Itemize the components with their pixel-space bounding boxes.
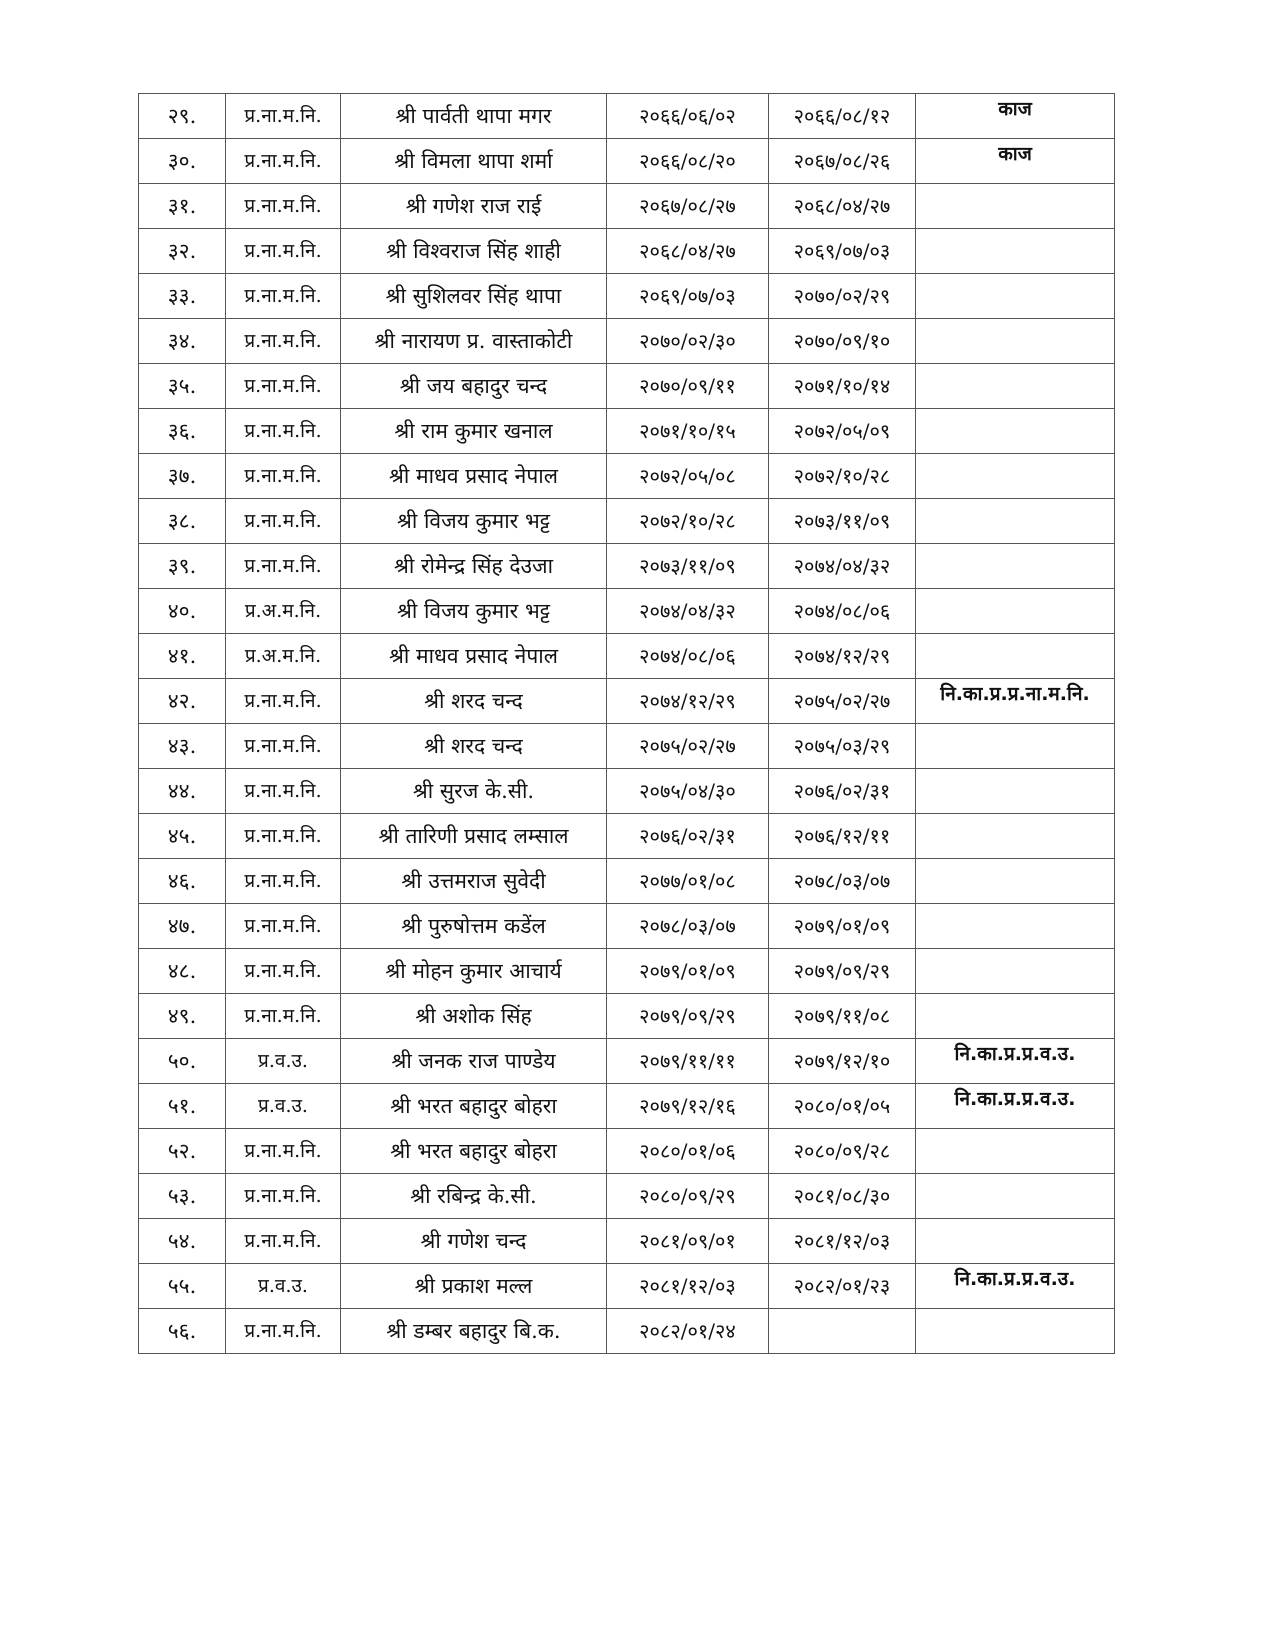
officer-name-cell: श्री नारायण प्र. वास्ताकोटी: [341, 319, 607, 364]
officer-name-cell: श्री विजय कुमार भट्ट: [341, 499, 607, 544]
remark-cell: [916, 1219, 1115, 1264]
table-row: [139, 94, 1115, 139]
remark-cell: [916, 1309, 1115, 1354]
officer-name-cell: श्री विजय कुमार भट्ट: [341, 589, 607, 634]
serial-number-cell: ४९.: [139, 994, 226, 1039]
end-date-cell: २०८१/१२/०३: [769, 1219, 916, 1264]
start-date-cell: २०६८/०४/२७: [607, 229, 769, 274]
table-row: [139, 544, 1115, 589]
remark-cell: [916, 229, 1115, 274]
remark-cell: [916, 409, 1115, 454]
post-cell: प्र.ना.म.नि.: [226, 1129, 341, 1174]
table-row: [139, 949, 1115, 994]
officer-name-cell: श्री मोहन कुमार आचार्य: [341, 949, 607, 994]
end-date-cell: २०८१/०८/३०: [769, 1174, 916, 1219]
end-date-cell: २०६७/०८/२६: [769, 139, 916, 184]
table-row: [139, 1084, 1115, 1129]
start-date-cell: २०७४/१२/२९: [607, 679, 769, 724]
remark-cell: [916, 499, 1115, 544]
serial-number-cell: ३५.: [139, 364, 226, 409]
start-date-cell: २०७५/०४/३०: [607, 769, 769, 814]
remark-cell: [916, 589, 1115, 634]
end-date-cell: २०६६/०८/१२: [769, 94, 916, 139]
table-row: [139, 724, 1115, 769]
post-cell: प्र.व.उ.: [226, 1264, 341, 1309]
end-date-cell: २०७०/०९/१०: [769, 319, 916, 364]
post-cell: प्र.ना.म.नि.: [226, 499, 341, 544]
table-row: [139, 364, 1115, 409]
table-row: [139, 319, 1115, 364]
officer-name-cell: श्री सुरज के.सी.: [341, 769, 607, 814]
post-cell: प्र.ना.म.नि.: [226, 94, 341, 139]
post-cell: प्र.ना.म.नि.: [226, 409, 341, 454]
end-date-cell: २०७९/०९/२९: [769, 949, 916, 994]
serial-number-cell: ३३.: [139, 274, 226, 319]
table-row: [139, 1174, 1115, 1219]
serial-number-cell: ४०.: [139, 589, 226, 634]
officer-name-cell: श्री विश्वराज सिंह शाही: [341, 229, 607, 274]
post-cell: प्र.ना.म.नि.: [226, 724, 341, 769]
end-date-cell: २०७४/०८/०६: [769, 589, 916, 634]
post-cell: प्र.व.उ.: [226, 1039, 341, 1084]
post-cell: प्र.ना.म.नि.: [226, 994, 341, 1039]
start-date-cell: २०८१/१२/०३: [607, 1264, 769, 1309]
table-row: [139, 229, 1115, 274]
officer-name-cell: श्री रबिन्द्र के.सी.: [341, 1174, 607, 1219]
post-cell: प्र.ना.म.नि.: [226, 1309, 341, 1354]
start-date-cell: २०७३/११/०९: [607, 544, 769, 589]
serial-number-cell: ५०.: [139, 1039, 226, 1084]
table-row: [139, 1219, 1115, 1264]
table-row: [139, 184, 1115, 229]
post-cell: प्र.अ.म.नि.: [226, 634, 341, 679]
officer-name-cell: श्री जय बहादुर चन्द: [341, 364, 607, 409]
start-date-cell: २०८२/०१/२४: [607, 1309, 769, 1354]
remark-cell: [916, 544, 1115, 589]
start-date-cell: २०७९/११/११: [607, 1039, 769, 1084]
officer-name-cell: श्री शरद चन्द: [341, 679, 607, 724]
end-date-cell: २०७४/०४/३२: [769, 544, 916, 589]
post-cell: प्र.ना.म.नि.: [226, 859, 341, 904]
serial-number-cell: ४१.: [139, 634, 226, 679]
post-cell: प्र.ना.म.नि.: [226, 274, 341, 319]
remark-cell: [916, 454, 1115, 499]
officer-name-cell: श्री जनक राज पाण्डेय: [341, 1039, 607, 1084]
end-date-cell: २०७९/०१/०९: [769, 904, 916, 949]
remark-cell: [916, 949, 1115, 994]
officer-name-cell: श्री उत्तमराज सुवेदी: [341, 859, 607, 904]
table-row: [139, 769, 1115, 814]
table-row: [139, 994, 1115, 1039]
officer-name-cell: श्री डम्बर बहादुर बि.क.: [341, 1309, 607, 1354]
end-date-cell: [769, 1309, 916, 1354]
end-date-cell: २०८०/०१/०५: [769, 1084, 916, 1129]
start-date-cell: २०७९/०९/२९: [607, 994, 769, 1039]
post-cell: प्र.ना.म.नि.: [226, 1174, 341, 1219]
end-date-cell: २०७५/०२/२७: [769, 679, 916, 724]
remark-cell: नि.का.प्र.प्र.व.उ.: [916, 1084, 1115, 1129]
start-date-cell: २०६६/०८/२०: [607, 139, 769, 184]
remark-cell: [916, 814, 1115, 859]
end-date-cell: २०७१/१०/१४: [769, 364, 916, 409]
table-row: [139, 409, 1115, 454]
remark-cell: [916, 274, 1115, 319]
serial-number-cell: ५५.: [139, 1264, 226, 1309]
remark-cell: नि.का.प्र.प्र.व.उ.: [916, 1039, 1115, 1084]
start-date-cell: २०७२/०५/०८: [607, 454, 769, 499]
serial-number-cell: ३४.: [139, 319, 226, 364]
start-date-cell: २०६९/०७/०३: [607, 274, 769, 319]
officer-name-cell: श्री प्रकाश मल्ल: [341, 1264, 607, 1309]
table-row: [139, 634, 1115, 679]
serial-number-cell: ३१.: [139, 184, 226, 229]
end-date-cell: २०६९/०७/०३: [769, 229, 916, 274]
remark-cell: [916, 634, 1115, 679]
table-row: [139, 589, 1115, 634]
start-date-cell: २०७९/०१/०९: [607, 949, 769, 994]
remark-cell: [916, 859, 1115, 904]
end-date-cell: २०७२/०५/०९: [769, 409, 916, 454]
officer-name-cell: श्री पुरुषोत्तम कडेंल: [341, 904, 607, 949]
serial-number-cell: ५१.: [139, 1084, 226, 1129]
start-date-cell: २०७१/१०/१५: [607, 409, 769, 454]
end-date-cell: २०८२/०१/२३: [769, 1264, 916, 1309]
serial-number-cell: ३६.: [139, 409, 226, 454]
post-cell: प्र.ना.म.नि.: [226, 454, 341, 499]
table-row: [139, 1129, 1115, 1174]
start-date-cell: २०७९/१२/१६: [607, 1084, 769, 1129]
serial-number-cell: ४३.: [139, 724, 226, 769]
remark-cell: नि.का.प्र.प्र.व.उ.: [916, 1264, 1115, 1309]
end-date-cell: २०७९/१२/१०: [769, 1039, 916, 1084]
table-row: [139, 859, 1115, 904]
officer-name-cell: श्री रोमेन्द्र सिंह देउजा: [341, 544, 607, 589]
serial-number-cell: ५६.: [139, 1309, 226, 1354]
start-date-cell: २०७०/०२/३०: [607, 319, 769, 364]
serial-number-cell: ३२.: [139, 229, 226, 274]
post-cell: प्र.ना.म.नि.: [226, 1219, 341, 1264]
officer-name-cell: श्री भरत बहादुर बोहरा: [341, 1129, 607, 1174]
end-date-cell: २०७०/०२/२९: [769, 274, 916, 319]
officer-name-cell: श्री भरत बहादुर बोहरा: [341, 1084, 607, 1129]
officer-name-cell: श्री सुशिलवर सिंह थापा: [341, 274, 607, 319]
remark-cell: नि.का.प्र.प्र.ना.म.नि.: [916, 679, 1115, 724]
post-cell: प्र.ना.म.नि.: [226, 769, 341, 814]
start-date-cell: २०८१/०९/०१: [607, 1219, 769, 1264]
serial-number-cell: ४६.: [139, 859, 226, 904]
serial-number-cell: ३९.: [139, 544, 226, 589]
officer-name-cell: श्री शरद चन्द: [341, 724, 607, 769]
table-row: [139, 679, 1115, 724]
post-cell: प्र.ना.म.नि.: [226, 319, 341, 364]
serial-number-cell: ४७.: [139, 904, 226, 949]
officer-name-cell: श्री अशोक सिंह: [341, 994, 607, 1039]
start-date-cell: २०७२/१०/२८: [607, 499, 769, 544]
serial-number-cell: ५२.: [139, 1129, 226, 1174]
start-date-cell: २०६७/०८/२७: [607, 184, 769, 229]
post-cell: प्र.ना.म.नि.: [226, 544, 341, 589]
post-cell: प्र.ना.म.नि.: [226, 184, 341, 229]
start-date-cell: २०६६/०६/०२: [607, 94, 769, 139]
serial-number-cell: ३७.: [139, 454, 226, 499]
remark-cell: [916, 904, 1115, 949]
remark-cell: [916, 1129, 1115, 1174]
end-date-cell: २०७६/०२/३१: [769, 769, 916, 814]
end-date-cell: २०७९/११/०८: [769, 994, 916, 1039]
remark-cell: [916, 994, 1115, 1039]
post-cell: प्र.ना.म.नि.: [226, 949, 341, 994]
serial-number-cell: ४२.: [139, 679, 226, 724]
officer-name-cell: श्री माधव प्रसाद नेपाल: [341, 454, 607, 499]
post-cell: प्र.ना.म.नि.: [226, 139, 341, 184]
table-row: [139, 1309, 1115, 1354]
start-date-cell: २०७७/०१/०८: [607, 859, 769, 904]
officer-name-cell: श्री गणेश चन्द: [341, 1219, 607, 1264]
remark-cell: [916, 724, 1115, 769]
post-cell: प्र.अ.म.नि.: [226, 589, 341, 634]
remark-cell: [916, 319, 1115, 364]
end-date-cell: २०७५/०३/२९: [769, 724, 916, 769]
start-date-cell: २०८०/०९/२९: [607, 1174, 769, 1219]
end-date-cell: २०७२/१०/२८: [769, 454, 916, 499]
post-cell: प्र.ना.म.नि.: [226, 679, 341, 724]
start-date-cell: २०७४/०८/०६: [607, 634, 769, 679]
start-date-cell: २०७८/०३/०७: [607, 904, 769, 949]
start-date-cell: २०७५/०२/२७: [607, 724, 769, 769]
serial-number-cell: ५४.: [139, 1219, 226, 1264]
table-row: [139, 274, 1115, 319]
end-date-cell: २०६८/०४/२७: [769, 184, 916, 229]
serial-number-cell: ४४.: [139, 769, 226, 814]
end-date-cell: २०८०/०९/२८: [769, 1129, 916, 1174]
start-date-cell: २०७६/०२/३१: [607, 814, 769, 859]
serial-number-cell: ३०.: [139, 139, 226, 184]
records-table: [138, 93, 1115, 1354]
serial-number-cell: ४८.: [139, 949, 226, 994]
table-row: [139, 1264, 1115, 1309]
serial-number-cell: ५३.: [139, 1174, 226, 1219]
table-row: [139, 904, 1115, 949]
table-row: [139, 454, 1115, 499]
remark-cell: काज: [916, 94, 1115, 139]
post-cell: प्र.ना.म.नि.: [226, 364, 341, 409]
end-date-cell: २०७४/१२/२९: [769, 634, 916, 679]
end-date-cell: २०७६/१२/११: [769, 814, 916, 859]
table-row: [139, 814, 1115, 859]
remark-cell: [916, 1174, 1115, 1219]
serial-number-cell: २९.: [139, 94, 226, 139]
table-row: [139, 1039, 1115, 1084]
remark-cell: [916, 769, 1115, 814]
remark-cell: [916, 364, 1115, 409]
post-cell: प्र.ना.म.नि.: [226, 814, 341, 859]
table-row: [139, 499, 1115, 544]
officer-name-cell: श्री राम कुमार खनाल: [341, 409, 607, 454]
end-date-cell: २०७८/०३/०७: [769, 859, 916, 904]
officer-name-cell: श्री पार्वती थापा मगर: [341, 94, 607, 139]
start-date-cell: २०७०/०९/११: [607, 364, 769, 409]
officer-name-cell: श्री माधव प्रसाद नेपाल: [341, 634, 607, 679]
remark-cell: [916, 184, 1115, 229]
officer-name-cell: श्री विमला थापा शर्मा: [341, 139, 607, 184]
start-date-cell: २०८०/०१/०६: [607, 1129, 769, 1174]
remark-cell: काज: [916, 139, 1115, 184]
post-cell: प्र.ना.म.नि.: [226, 229, 341, 274]
table-row: [139, 139, 1115, 184]
end-date-cell: २०७३/११/०९: [769, 499, 916, 544]
post-cell: प्र.ना.म.नि.: [226, 904, 341, 949]
officer-name-cell: श्री तारिणी प्रसाद लम्साल: [341, 814, 607, 859]
post-cell: प्र.व.उ.: [226, 1084, 341, 1129]
start-date-cell: २०७४/०४/३२: [607, 589, 769, 634]
officer-name-cell: श्री गणेश राज राई: [341, 184, 607, 229]
serial-number-cell: ३८.: [139, 499, 226, 544]
serial-number-cell: ४५.: [139, 814, 226, 859]
records-body: [139, 94, 1115, 1354]
